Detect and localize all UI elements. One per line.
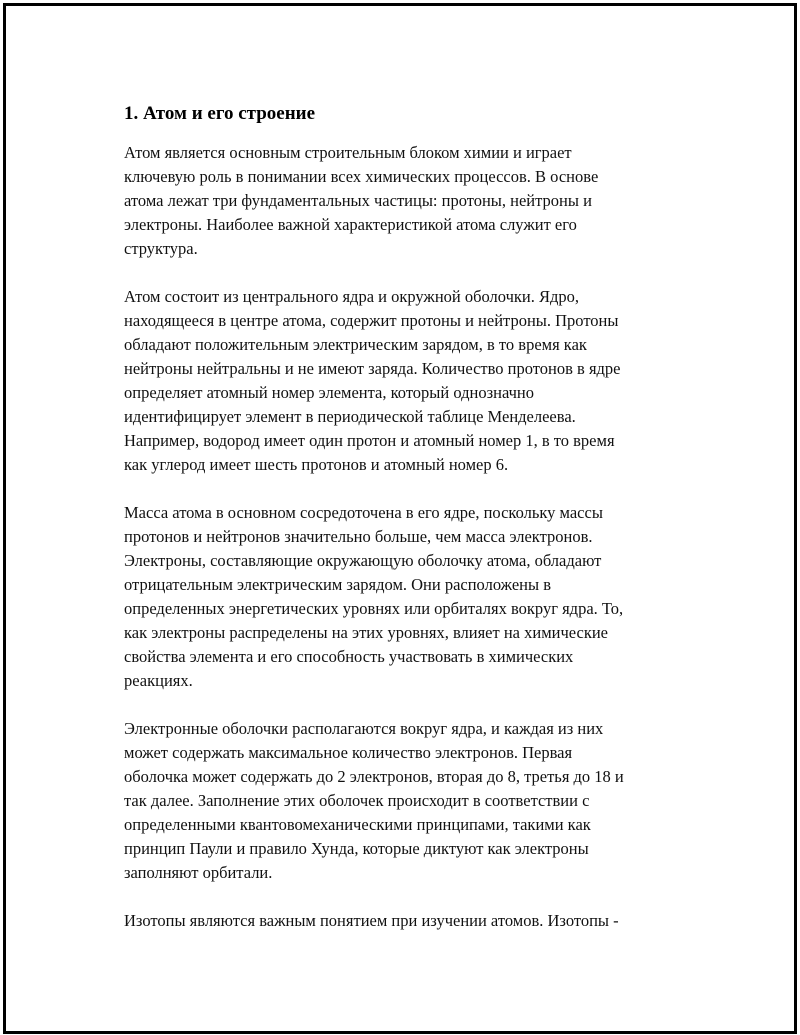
- text-line: как электроны распределены на этих уровнях, влияет на химические: [124, 623, 609, 642]
- text-line: Атом является основным строительным блоком химии и играет: [124, 143, 572, 162]
- text-line: может содержать максимальное количество электронов. Первая: [124, 743, 573, 762]
- text-line: атома лежат три фундаментальных частицы: протоны, нейтроны и: [124, 191, 592, 210]
- text-line: Электронные оболочки располагаются вокруг ядра, и каждая из них: [124, 719, 604, 738]
- paragraph: [124, 501, 699, 693]
- text-line: заполняют орбитали.: [124, 863, 273, 882]
- text-line: определенными квантовомеханическими принципами, такими как: [124, 815, 591, 834]
- paragraph: [124, 717, 699, 885]
- text-line: нейтроны нейтральны и не имеют заряда. Количество протонов в ядре: [124, 359, 621, 378]
- text-line: определенных энергетических уровнях или орбиталях вокруг ядра. То,: [124, 599, 624, 618]
- text-line: принцип Паули и правило Хунда, которые диктуют как электроны: [124, 839, 589, 858]
- text-line: Изотопы являются важным понятием при изучении атомов. Изотопы -: [124, 911, 619, 930]
- text-line: обладают положительным электрическим зарядом, в то время как: [124, 335, 587, 354]
- text-line: Электроны, составляющие окружающую оболочку атома, обладают: [124, 551, 602, 570]
- paragraph: [124, 285, 699, 477]
- text-line: свойства элемента и его способность участвовать в химических: [124, 647, 574, 666]
- paragraph: [124, 141, 699, 261]
- text-line: оболочка может содержать до 2 электронов, вторая до 8, третья до 18 и: [124, 767, 624, 786]
- text-line: находящееся в центре атома, содержит протоны и нейтроны. Протоны: [124, 311, 619, 330]
- text-line: электроны. Наиболее важной характеристикой атома служит его: [124, 215, 577, 234]
- text-line: как углерод имеет шесть протонов и атомный номер 6.: [124, 455, 509, 474]
- text-line: ключевую роль в понимании всех химических процессов. В основе: [124, 167, 599, 186]
- section-heading: 1. Атом и его строение: [124, 103, 316, 124]
- paragraph: [124, 909, 699, 933]
- text-line: так далее. Заполнение этих оболочек происходит в соответствии с: [124, 791, 590, 810]
- text-line: реакциях.: [124, 671, 193, 690]
- text-line: Атом состоит из центрального ядра и окружной оболочки. Ядро,: [124, 287, 580, 306]
- text-line: протонов и нейтронов значительно больше, чем масса электронов.: [124, 527, 593, 546]
- text-line: Например, водород имеет один протон и атомный номер 1, в то время: [124, 431, 615, 450]
- text-line: Масса атома в основном сосредоточена в его ядре, поскольку массы: [124, 503, 603, 522]
- page-frame: [3, 3, 797, 1034]
- text-line: структура.: [124, 239, 198, 258]
- text-line: идентифицирует элемент в периодической таблице Менделеева.: [124, 407, 576, 426]
- document-body: [124, 102, 699, 957]
- text-line: определяет атомный номер элемента, который однозначно: [124, 383, 534, 402]
- text-line: отрицательным электрическим зарядом. Они расположены в: [124, 575, 552, 594]
